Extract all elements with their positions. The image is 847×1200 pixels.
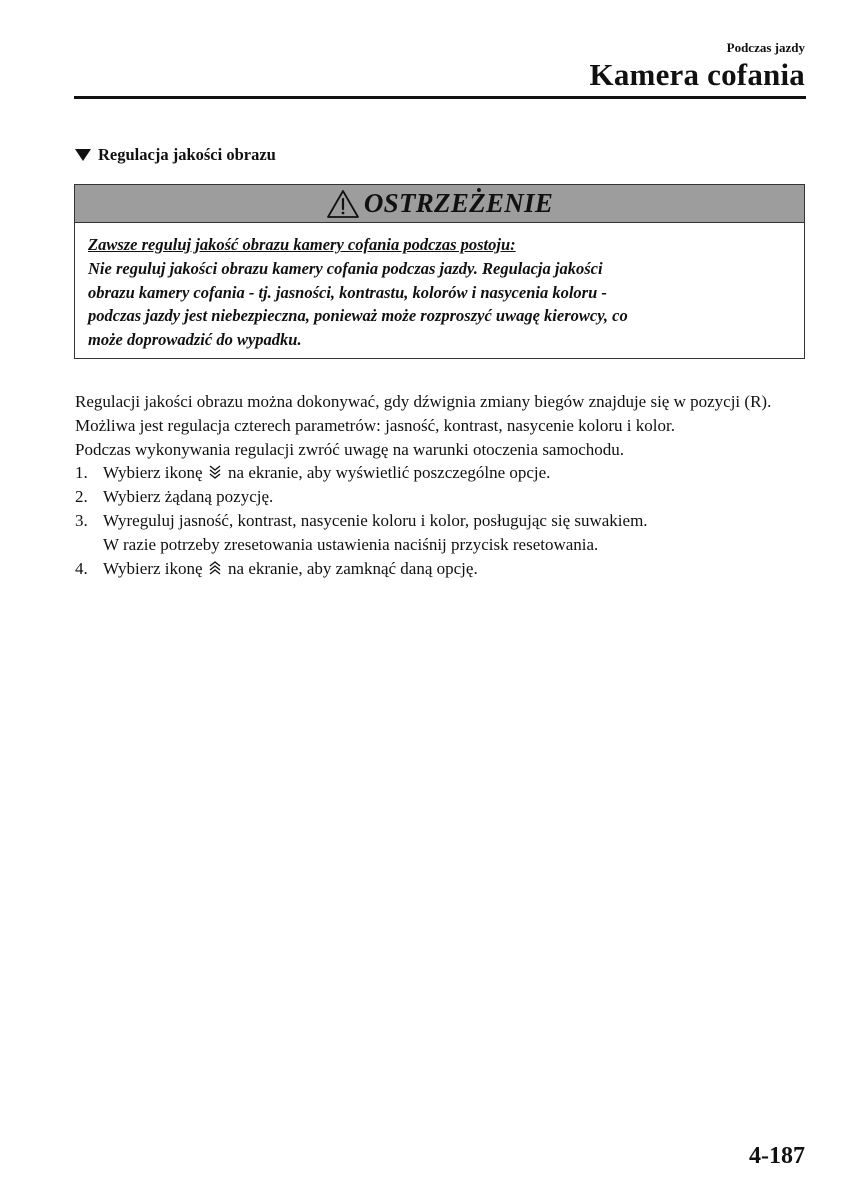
list-item (75, 509, 795, 557)
subsection-heading-text: Regulacja jakości obrazu (98, 145, 276, 164)
warning-line: może doprowadzić do wypadku. (88, 330, 302, 350)
warning-line: Nie reguluj jakości obrazu kamery cofania podczas jazdy. Regulacja jakości (88, 258, 603, 278)
page-title: Kamera cofania (589, 57, 805, 92)
section-label: Podczas jazdy (726, 40, 805, 55)
step-text: Wybierz ikonę (103, 558, 203, 578)
steps-list (75, 461, 795, 580)
warning-line: Zawsze reguluj jakość obrazu kamery cofania podczas postoju: (88, 235, 516, 254)
step-text: W razie potrzeby zresetowania ustawienia naciśnij przycisk resetowania. (103, 534, 599, 554)
triangle-down-icon (75, 149, 91, 161)
list-item (75, 485, 795, 509)
step-number: 4. (75, 558, 88, 578)
step-number: 2. (75, 487, 88, 507)
step-text: na ekranie, aby zamknąć daną opcję. (228, 558, 478, 578)
chevrons-down-icon (208, 464, 222, 480)
warning-header (75, 185, 804, 223)
body-text (75, 390, 795, 580)
paragraph: Możliwa jest regulacja czterech parametrów: jasność, kontrast, nasycenie koloru i kolor. (75, 415, 675, 435)
header-divider (74, 96, 806, 99)
warning-box (74, 184, 805, 359)
list-item (75, 461, 795, 485)
step-text: Wybierz żądaną pozycję. (103, 487, 274, 507)
step-text: Wyreguluj jasność, kontrast, nasycenie koloru i kolor, posługując się suwakiem. (103, 510, 648, 530)
paragraph: Regulacji jakości obrazu można dokonywać, gdy dźwignia zmiany biegów znajduje się w pozycji (R). (75, 392, 772, 411)
step-text: Wybierz ikonę (103, 463, 203, 483)
step-text: na ekranie, aby wyświetlić poszczególne opcje. (228, 463, 551, 483)
step-number: 1. (75, 463, 88, 483)
subsection-heading (75, 145, 276, 165)
chevrons-up-icon (208, 560, 222, 576)
list-item (75, 557, 795, 581)
step-number: 3. (75, 510, 88, 530)
warning-line: obrazu kamery cofania - tj. jasności, kontrastu, kolorów i nasycenia koloru - (88, 282, 607, 302)
paragraph: Podczas wykonywania regulacji zwróć uwagę na warunki otoczenia samochodu. (75, 439, 624, 459)
page-number: 4-187 (749, 1143, 805, 1169)
warning-text (75, 223, 804, 352)
warning-triangle-icon (326, 189, 360, 219)
warning-label: OSTRZEŻENIE (363, 188, 554, 218)
warning-line: podczas jazdy jest niebezpieczna, ponieważ może rozproszyć uwagę kierowcy, co (88, 306, 628, 326)
